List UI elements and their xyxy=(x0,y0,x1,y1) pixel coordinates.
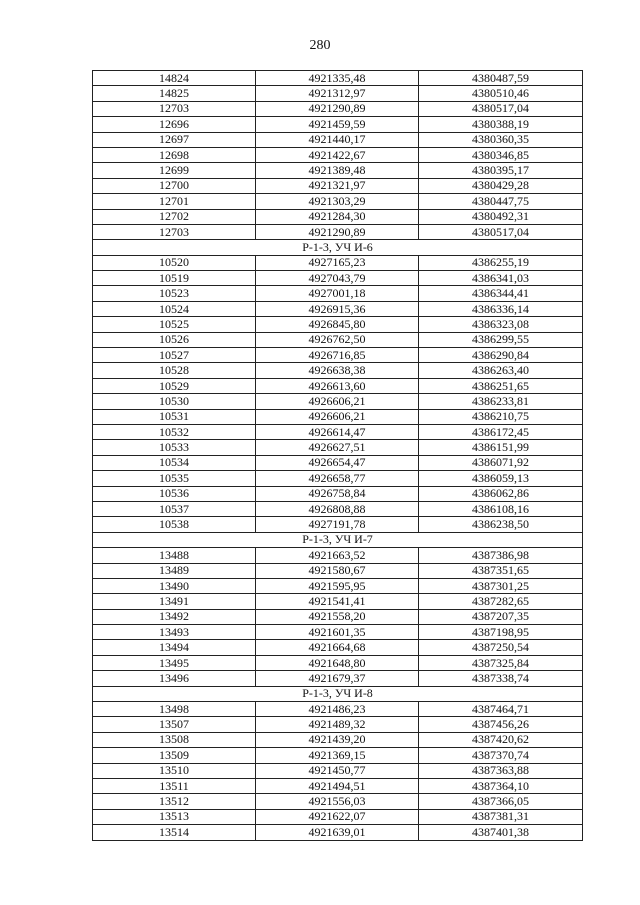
point-number-cell: 13488 xyxy=(93,548,256,563)
table-row xyxy=(93,348,583,363)
y-coordinate-cell: 4387370,74 xyxy=(419,748,583,763)
y-coordinate-cell: 4386172,45 xyxy=(419,424,583,439)
page-number: 280 xyxy=(309,38,331,53)
point-number-cell: 13507 xyxy=(93,717,256,732)
table-row xyxy=(93,301,583,316)
table-row xyxy=(93,809,583,824)
table-row xyxy=(93,286,583,301)
table-row xyxy=(93,71,583,86)
x-coordinate-cell: 4921284,30 xyxy=(256,209,419,224)
point-number-cell: 10523 xyxy=(93,286,256,301)
point-number-cell: 13498 xyxy=(93,702,256,717)
x-coordinate-cell: 4926606,21 xyxy=(256,394,419,409)
y-coordinate-cell: 4387282,65 xyxy=(419,594,583,609)
y-coordinate-cell: 4380517,04 xyxy=(419,101,583,116)
point-number-cell: 10536 xyxy=(93,486,256,501)
point-number-cell: 13513 xyxy=(93,809,256,824)
point-number-cell: 10535 xyxy=(93,471,256,486)
y-coordinate-cell: 4387325,84 xyxy=(419,655,583,670)
table-row xyxy=(93,517,583,532)
table-row xyxy=(93,178,583,193)
y-coordinate-cell: 4387301,25 xyxy=(419,578,583,593)
section-label: Р-1-3, УЧ И-8 xyxy=(93,686,583,701)
y-coordinate-cell: 4380487,59 xyxy=(419,71,583,86)
point-number-cell: 10520 xyxy=(93,255,256,270)
coordinates-table-body xyxy=(93,71,583,841)
y-coordinate-cell: 4380395,17 xyxy=(419,163,583,178)
x-coordinate-cell: 4921663,52 xyxy=(256,548,419,563)
table-row xyxy=(93,625,583,640)
y-coordinate-cell: 4386151,99 xyxy=(419,440,583,455)
y-coordinate-cell: 4387420,62 xyxy=(419,732,583,747)
table-row xyxy=(93,748,583,763)
table-row xyxy=(93,763,583,778)
table-row xyxy=(93,640,583,655)
section-header-row xyxy=(93,686,583,701)
y-coordinate-cell: 4380429,28 xyxy=(419,178,583,193)
x-coordinate-cell: 4921639,01 xyxy=(256,825,419,840)
point-number-cell: 12699 xyxy=(93,163,256,178)
point-number-cell: 13494 xyxy=(93,640,256,655)
point-number-cell: 10529 xyxy=(93,378,256,393)
x-coordinate-cell: 4927165,23 xyxy=(256,255,419,270)
table-row xyxy=(93,440,583,455)
point-number-cell: 13508 xyxy=(93,732,256,747)
point-number-cell: 10524 xyxy=(93,301,256,316)
y-coordinate-cell: 4380492,31 xyxy=(419,209,583,224)
point-number-cell: 10537 xyxy=(93,501,256,516)
y-coordinate-cell: 4387456,26 xyxy=(419,717,583,732)
table-row xyxy=(93,117,583,132)
section-label: Р-1-3, УЧ И-7 xyxy=(93,532,583,547)
x-coordinate-cell: 4926845,80 xyxy=(256,317,419,332)
x-coordinate-cell: 4921459,59 xyxy=(256,117,419,132)
table-row xyxy=(93,409,583,424)
point-number-cell: 13512 xyxy=(93,794,256,809)
x-coordinate-cell: 4921335,48 xyxy=(256,71,419,86)
table-row xyxy=(93,332,583,347)
point-number-cell: 12703 xyxy=(93,224,256,239)
y-coordinate-cell: 4387363,88 xyxy=(419,763,583,778)
x-coordinate-cell: 4921601,35 xyxy=(256,625,419,640)
point-number-cell: 13510 xyxy=(93,763,256,778)
table-row xyxy=(93,732,583,747)
y-coordinate-cell: 4386255,19 xyxy=(419,255,583,270)
y-coordinate-cell: 4387198,95 xyxy=(419,625,583,640)
x-coordinate-cell: 4921595,95 xyxy=(256,578,419,593)
x-coordinate-cell: 4926606,21 xyxy=(256,409,419,424)
table-row xyxy=(93,194,583,209)
x-coordinate-cell: 4921489,32 xyxy=(256,717,419,732)
point-number-cell: 13509 xyxy=(93,748,256,763)
x-coordinate-cell: 4921648,80 xyxy=(256,655,419,670)
table-row xyxy=(93,778,583,793)
x-coordinate-cell: 4921664,68 xyxy=(256,640,419,655)
y-coordinate-cell: 4386233,81 xyxy=(419,394,583,409)
y-coordinate-cell: 4387250,54 xyxy=(419,640,583,655)
y-coordinate-cell: 4387464,71 xyxy=(419,702,583,717)
section-header-row xyxy=(93,532,583,547)
point-number-cell: 10533 xyxy=(93,440,256,455)
x-coordinate-cell: 4921541,41 xyxy=(256,594,419,609)
point-number-cell: 14825 xyxy=(93,86,256,101)
x-coordinate-cell: 4927043,79 xyxy=(256,271,419,286)
point-number-cell: 12703 xyxy=(93,101,256,116)
x-coordinate-cell: 4921303,29 xyxy=(256,194,419,209)
table-row xyxy=(93,255,583,270)
x-coordinate-cell: 4926638,38 xyxy=(256,363,419,378)
point-number-cell: 12697 xyxy=(93,132,256,147)
table-row xyxy=(93,702,583,717)
point-number-cell: 12696 xyxy=(93,117,256,132)
point-number-cell: 10525 xyxy=(93,317,256,332)
x-coordinate-cell: 4926613,60 xyxy=(256,378,419,393)
table-row xyxy=(93,548,583,563)
x-coordinate-cell: 4921622,07 xyxy=(256,809,419,824)
table-row xyxy=(93,717,583,732)
x-coordinate-cell: 4926808,88 xyxy=(256,501,419,516)
x-coordinate-cell: 4926627,51 xyxy=(256,440,419,455)
section-label: Р-1-3, УЧ И-6 xyxy=(93,240,583,255)
x-coordinate-cell: 4926658,77 xyxy=(256,471,419,486)
x-coordinate-cell: 4926915,36 xyxy=(256,301,419,316)
point-number-cell: 13491 xyxy=(93,594,256,609)
y-coordinate-cell: 4387338,74 xyxy=(419,671,583,686)
x-coordinate-cell: 4921679,37 xyxy=(256,671,419,686)
table-row xyxy=(93,486,583,501)
table-row xyxy=(93,363,583,378)
point-number-cell: 10526 xyxy=(93,332,256,347)
y-coordinate-cell: 4386344,41 xyxy=(419,286,583,301)
y-coordinate-cell: 4386059,13 xyxy=(419,471,583,486)
point-number-cell: 12702 xyxy=(93,209,256,224)
y-coordinate-cell: 4387401,38 xyxy=(419,825,583,840)
point-number-cell: 14824 xyxy=(93,71,256,86)
y-coordinate-cell: 4380447,75 xyxy=(419,194,583,209)
x-coordinate-cell: 4921450,77 xyxy=(256,763,419,778)
table-row xyxy=(93,455,583,470)
table-row xyxy=(93,424,583,439)
y-coordinate-cell: 4386071,92 xyxy=(419,455,583,470)
y-coordinate-cell: 4387207,35 xyxy=(419,609,583,624)
x-coordinate-cell: 4921494,51 xyxy=(256,778,419,793)
y-coordinate-cell: 4386341,03 xyxy=(419,271,583,286)
x-coordinate-cell: 4926614,47 xyxy=(256,424,419,439)
y-coordinate-cell: 4380388,19 xyxy=(419,117,583,132)
table-row xyxy=(93,578,583,593)
table-row xyxy=(93,655,583,670)
point-number-cell: 10538 xyxy=(93,517,256,532)
x-coordinate-cell: 4927001,18 xyxy=(256,286,419,301)
point-number-cell: 13495 xyxy=(93,655,256,670)
point-number-cell: 13492 xyxy=(93,609,256,624)
point-number-cell: 12701 xyxy=(93,194,256,209)
table-row xyxy=(93,671,583,686)
y-coordinate-cell: 4386108,16 xyxy=(419,501,583,516)
table-row xyxy=(93,501,583,516)
point-number-cell: 13511 xyxy=(93,778,256,793)
y-coordinate-cell: 4386263,40 xyxy=(419,363,583,378)
x-coordinate-cell: 4921290,89 xyxy=(256,101,419,116)
y-coordinate-cell: 4387381,31 xyxy=(419,809,583,824)
table-row xyxy=(93,394,583,409)
point-number-cell: 10534 xyxy=(93,455,256,470)
x-coordinate-cell: 4921440,17 xyxy=(256,132,419,147)
y-coordinate-cell: 4387386,98 xyxy=(419,548,583,563)
point-number-cell: 13514 xyxy=(93,825,256,840)
table-row xyxy=(93,563,583,578)
x-coordinate-cell: 4926762,50 xyxy=(256,332,419,347)
x-coordinate-cell: 4921389,48 xyxy=(256,163,419,178)
table-row xyxy=(93,794,583,809)
point-number-cell: 10528 xyxy=(93,363,256,378)
x-coordinate-cell: 4921369,15 xyxy=(256,748,419,763)
x-coordinate-cell: 4921422,67 xyxy=(256,147,419,162)
x-coordinate-cell: 4921312,97 xyxy=(256,86,419,101)
table-row xyxy=(93,317,583,332)
x-coordinate-cell: 4926758,84 xyxy=(256,486,419,501)
point-number-cell: 10530 xyxy=(93,394,256,409)
x-coordinate-cell: 4921556,03 xyxy=(256,794,419,809)
table-row xyxy=(93,209,583,224)
y-coordinate-cell: 4386290,84 xyxy=(419,348,583,363)
table-row xyxy=(93,271,583,286)
point-number-cell: 13489 xyxy=(93,563,256,578)
table-row xyxy=(93,163,583,178)
x-coordinate-cell: 4921439,20 xyxy=(256,732,419,747)
section-header-row xyxy=(93,240,583,255)
table-row xyxy=(93,471,583,486)
x-coordinate-cell: 4921486,23 xyxy=(256,702,419,717)
point-number-cell: 13496 xyxy=(93,671,256,686)
y-coordinate-cell: 4386238,50 xyxy=(419,517,583,532)
y-coordinate-cell: 4386336,14 xyxy=(419,301,583,316)
point-number-cell: 13490 xyxy=(93,578,256,593)
y-coordinate-cell: 4386323,08 xyxy=(419,317,583,332)
x-coordinate-cell: 4921558,20 xyxy=(256,609,419,624)
y-coordinate-cell: 4380510,46 xyxy=(419,86,583,101)
x-coordinate-cell: 4926654,47 xyxy=(256,455,419,470)
table-row xyxy=(93,594,583,609)
point-number-cell: 10527 xyxy=(93,348,256,363)
table-row xyxy=(93,86,583,101)
coordinates-table xyxy=(92,70,583,841)
y-coordinate-cell: 4380346,85 xyxy=(419,147,583,162)
table-row xyxy=(93,609,583,624)
y-coordinate-cell: 4380517,04 xyxy=(419,224,583,239)
y-coordinate-cell: 4386299,55 xyxy=(419,332,583,347)
point-number-cell: 12700 xyxy=(93,178,256,193)
x-coordinate-cell: 4921321,97 xyxy=(256,178,419,193)
point-number-cell: 13493 xyxy=(93,625,256,640)
x-coordinate-cell: 4926716,85 xyxy=(256,348,419,363)
y-coordinate-cell: 4386251,65 xyxy=(419,378,583,393)
table-row xyxy=(93,147,583,162)
y-coordinate-cell: 4380360,35 xyxy=(419,132,583,147)
y-coordinate-cell: 4387351,65 xyxy=(419,563,583,578)
point-number-cell: 10532 xyxy=(93,424,256,439)
y-coordinate-cell: 4387364,10 xyxy=(419,778,583,793)
table-row xyxy=(93,132,583,147)
x-coordinate-cell: 4927191,78 xyxy=(256,517,419,532)
table-row xyxy=(93,224,583,239)
y-coordinate-cell: 4386062,86 xyxy=(419,486,583,501)
x-coordinate-cell: 4921290,89 xyxy=(256,224,419,239)
table-row xyxy=(93,101,583,116)
point-number-cell: 10531 xyxy=(93,409,256,424)
table-row xyxy=(93,825,583,840)
table-row xyxy=(93,378,583,393)
y-coordinate-cell: 4387366,05 xyxy=(419,794,583,809)
x-coordinate-cell: 4921580,67 xyxy=(256,563,419,578)
point-number-cell: 10519 xyxy=(93,271,256,286)
point-number-cell: 12698 xyxy=(93,147,256,162)
y-coordinate-cell: 4386210,75 xyxy=(419,409,583,424)
